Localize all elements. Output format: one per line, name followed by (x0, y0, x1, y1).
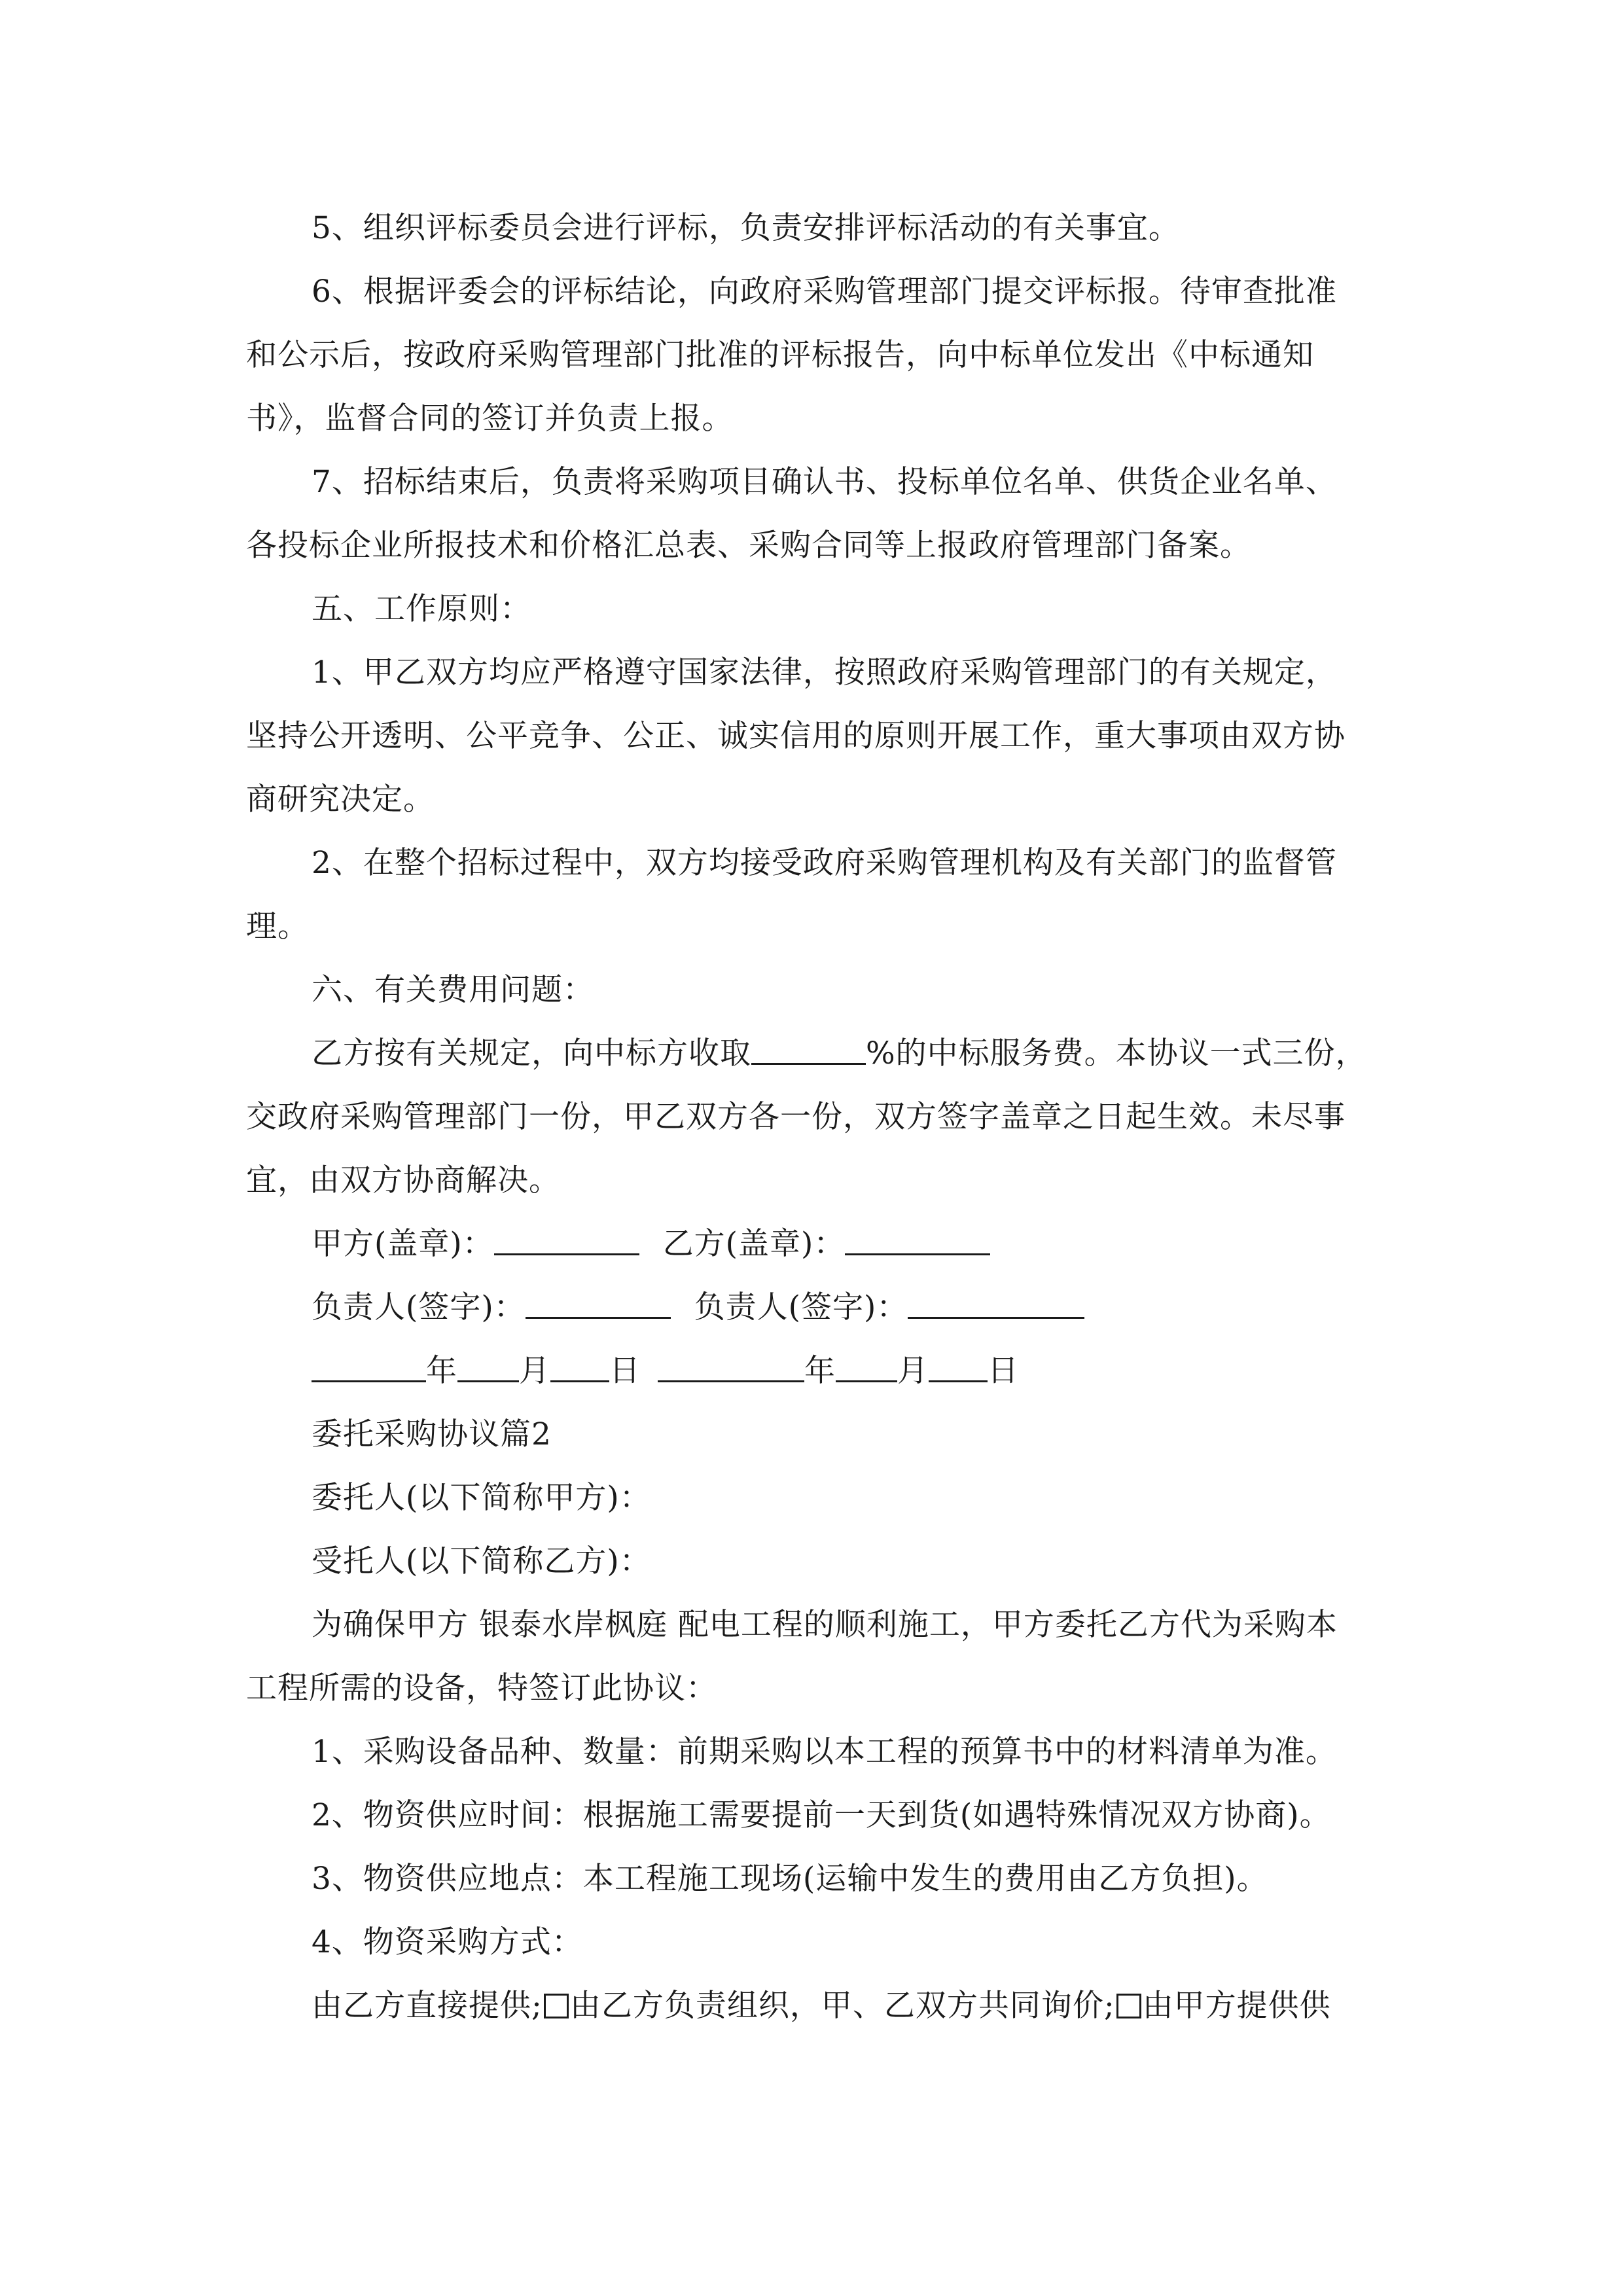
paragraph-line: 商研究决定。 (246, 781, 435, 817)
month-label: 月 (897, 1353, 929, 1389)
seal-line (246, 1212, 1377, 1276)
paragraph-line: 2、物资供应时间：根据施工需要提前一天到货(如遇特殊情况双方协商)。 (312, 1797, 1331, 1833)
party-line: 委托人(以下简称甲方)： (312, 1480, 651, 1516)
year-b-blank[interactable] (658, 1354, 804, 1382)
purchase-method-line (246, 1974, 1377, 2037)
paragraph-line: 工程所需的设备，特签订此协议： (246, 1670, 717, 1706)
paragraph-line: 1、甲乙双方均应严格遵守国家法律，按照政府采购管理部门的有关规定， (312, 655, 1337, 691)
year-label: 年 (804, 1353, 836, 1389)
party-line: 受托人(以下简称乙方)： (312, 1543, 651, 1579)
fee-line (246, 1022, 1377, 1085)
signer-a-label: 负责人(签字)： (312, 1289, 526, 1325)
paragraph-line: 交政府采购管理部门一份，甲乙双方各一份，双方签字盖章之日起生效。未尽事 (246, 1099, 1346, 1135)
party-b-seal-blank[interactable] (845, 1227, 990, 1255)
method-option-2: 由乙方负责组织，甲、乙双方共同询价; (569, 1988, 1115, 2024)
paragraph-line: 为确保甲方 银泰水岸枫庭 配电工程的顺利施工，甲方委托乙方代为采购本 (312, 1607, 1338, 1643)
year-label: 年 (426, 1353, 457, 1389)
party-a-seal-label: 甲方(盖章)： (312, 1226, 494, 1262)
day-label: 日 (988, 1353, 1019, 1389)
paragraph-line: 5、组织评标委员会进行评标，负责安排评标活动的有关事宜。 (312, 210, 1180, 246)
method-option-1: 由乙方直接提供; (312, 1988, 543, 2024)
checkbox-icon[interactable] (544, 1994, 569, 2018)
agreement-title: 委托采购协议篇2 (312, 1416, 552, 1452)
section-heading: 六、有关费用问题： (312, 972, 594, 1008)
section-heading: 五、工作原则： (312, 591, 531, 627)
paragraph-line: 和公示后，按政府采购管理部门批准的评标报告，向中标单位发出《中标通知 (246, 337, 1314, 373)
checkbox-icon[interactable] (1116, 1994, 1141, 2018)
paragraph-line: 1、采购设备品种、数量：前期采购以本工程的预算书中的材料清单为准。 (312, 1734, 1337, 1770)
paragraph-line: 7、招标结束后，负责将采购项目确认书、投标单位名单、供货企业名单、 (312, 464, 1337, 500)
signer-b-blank[interactable] (908, 1291, 1084, 1319)
fee-prefix: 乙方按有关规定，向中标方收取 (312, 1035, 751, 1071)
month-label: 月 (519, 1353, 550, 1389)
fee-suffix: %的中标服务费。本协议一式三份， (866, 1035, 1367, 1071)
paragraph-line: 2、在整个招标过程中，双方均接受政府采购管理机构及有关部门的监督管 (312, 845, 1337, 881)
document-page (246, 196, 1377, 2037)
signer-b-label: 负责人(签字)： (694, 1289, 908, 1325)
day-a-blank[interactable] (550, 1354, 609, 1382)
party-a-seal-blank[interactable] (494, 1227, 639, 1255)
signer-a-blank[interactable] (526, 1291, 671, 1319)
date-line (246, 1339, 1377, 1403)
method-option-3: 由甲方提供供 (1142, 1988, 1331, 2024)
month-a-blank[interactable] (457, 1354, 519, 1382)
day-b-blank[interactable] (929, 1354, 988, 1382)
day-label: 日 (609, 1353, 641, 1389)
paragraph-line: 理。 (246, 908, 309, 944)
paragraph-line: 6、根据评委会的评标结论，向政府采购管理部门提交评标报。待审查批准 (312, 274, 1337, 310)
party-b-seal-label: 乙方(盖章)： (662, 1226, 846, 1262)
year-a-blank[interactable] (312, 1354, 426, 1382)
paragraph-line: 坚持公开透明、公平竞争、公正、诚实信用的原则开展工作，重大事项由双方协 (246, 718, 1346, 754)
paragraph-line: 宜，由双方协商解决。 (246, 1162, 560, 1198)
paragraph-line: 3、物资供应地点：本工程施工现场(运输中发生的费用由乙方负担)。 (312, 1861, 1268, 1897)
paragraph-line: 书》，监督合同的签订并负责上报。 (246, 401, 734, 437)
fee-percent-blank[interactable] (751, 1037, 866, 1065)
signer-line (246, 1276, 1377, 1339)
paragraph-line: 各投标企业所报技术和价格汇总表、采购合同等上报政府管理部门备案。 (246, 528, 1251, 564)
paragraph-line: 4、物资采购方式： (312, 1924, 583, 1960)
month-b-blank[interactable] (836, 1354, 897, 1382)
